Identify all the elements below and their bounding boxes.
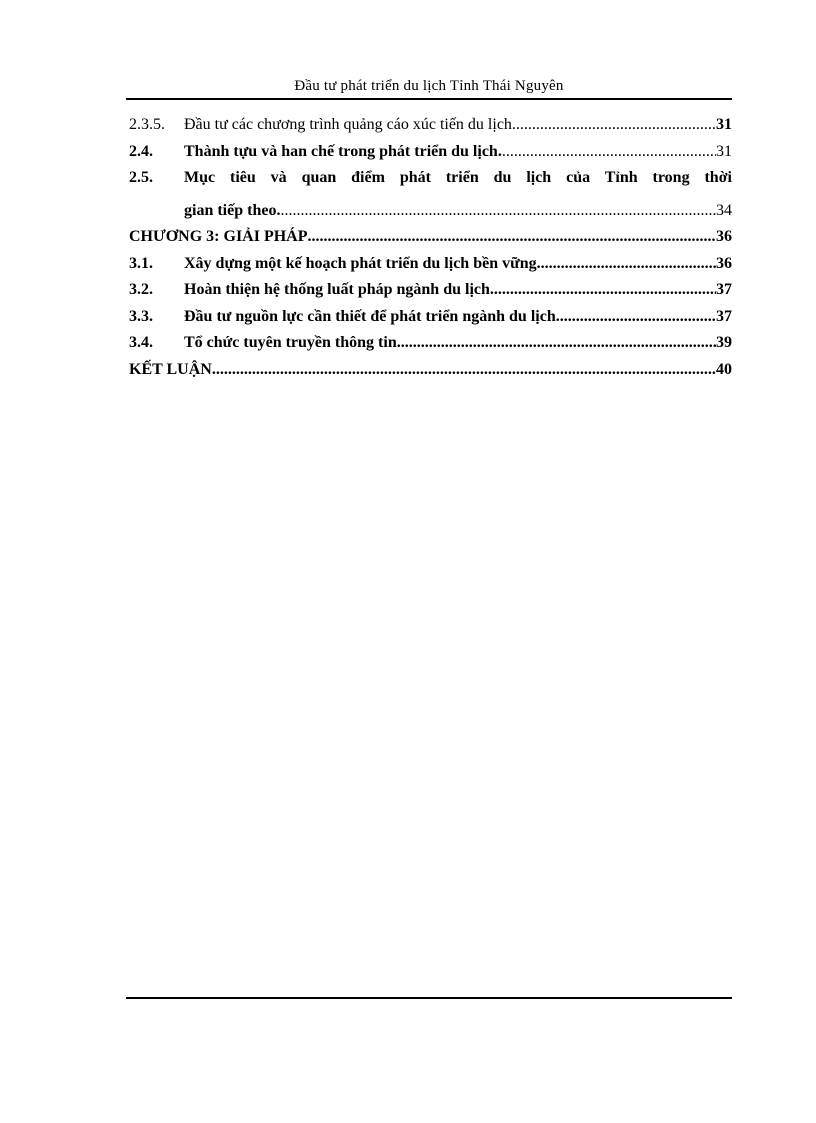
toc-entry-title-line-2: gian tiếp theo.	[184, 202, 281, 219]
toc-page-number: 36	[716, 228, 732, 245]
toc-entry-2-5[interactable]	[129, 169, 732, 228]
dot-leader	[494, 281, 716, 299]
toc-chapter-title: CHƯƠNG 3: GIẢI PHÁP	[129, 228, 308, 245]
toc-entry-3-4[interactable]	[129, 334, 732, 361]
toc-entry-number: 2.5.	[129, 169, 153, 186]
toc-entry-number: 3.2.	[129, 281, 153, 298]
dot-leader	[397, 334, 716, 352]
toc-entry-number: 3.3.	[129, 307, 153, 325]
dot-leader	[556, 308, 716, 326]
dot-leader	[212, 361, 716, 379]
toc-entry-3-2[interactable]	[129, 281, 732, 308]
dot-leader	[516, 116, 716, 134]
toc-entry-title: Xây dựng một kế hoạch phát triển du lịch bền vững	[184, 254, 537, 272]
toc-conclusion[interactable]	[129, 361, 732, 388]
toc-chapter-title: KẾT LUẬN	[129, 360, 212, 378]
toc-entry-number: 2.4.	[129, 142, 153, 160]
dot-leader	[308, 228, 716, 246]
toc-page-number: 36	[716, 254, 732, 272]
toc-page-number: 37	[716, 281, 732, 298]
toc-entry-number: 3.1.	[129, 254, 153, 272]
toc-page-number: 37	[716, 307, 732, 325]
running-header: Đầu tư phát triển du lịch Tỉnh Thái Nguyên	[294, 78, 564, 94]
dot-leader	[502, 143, 716, 161]
toc-entry-2-4[interactable]	[129, 143, 732, 170]
toc-entry-3-1[interactable]	[129, 255, 732, 282]
toc-page-number: 40	[716, 360, 732, 378]
toc-entry-title: Hoàn thiện hệ thống luất pháp ngành du lịch.	[184, 281, 494, 298]
toc-entry-2-3-5[interactable]	[129, 116, 732, 143]
toc-page-number: 31	[716, 142, 732, 160]
toc-entry-title-line-1: Mục tiêu và quan điểm phát triển du lịch của Tỉnh trong thời	[184, 169, 732, 186]
toc-entry-title: Thành tựu và han chế trong phát triển du lịch.	[184, 142, 502, 160]
table-of-contents	[129, 116, 732, 387]
toc-entry-title: Tổ chức tuyên truyền thông tin	[184, 334, 397, 351]
dot-leader	[280, 202, 716, 220]
toc-page-number: 34	[716, 202, 732, 219]
toc-entry-number: 2.3.5.	[129, 116, 165, 133]
toc-chapter-3[interactable]	[129, 228, 732, 255]
dot-leader	[537, 255, 716, 273]
toc-page-number: 31	[716, 116, 732, 133]
footer-divider	[126, 997, 732, 999]
toc-page-number: 39	[716, 334, 732, 351]
header-divider	[126, 98, 732, 100]
toc-entry-3-3[interactable]	[129, 308, 732, 335]
toc-entry-number: 3.4.	[129, 334, 153, 351]
toc-entry-title: Đầu tư nguồn lực cần thiết để phát triển ngành du lịch	[184, 307, 556, 325]
toc-entry-title: Đầu tư các chương trình quảng cáo xúc tiến du lịch.	[184, 116, 516, 133]
